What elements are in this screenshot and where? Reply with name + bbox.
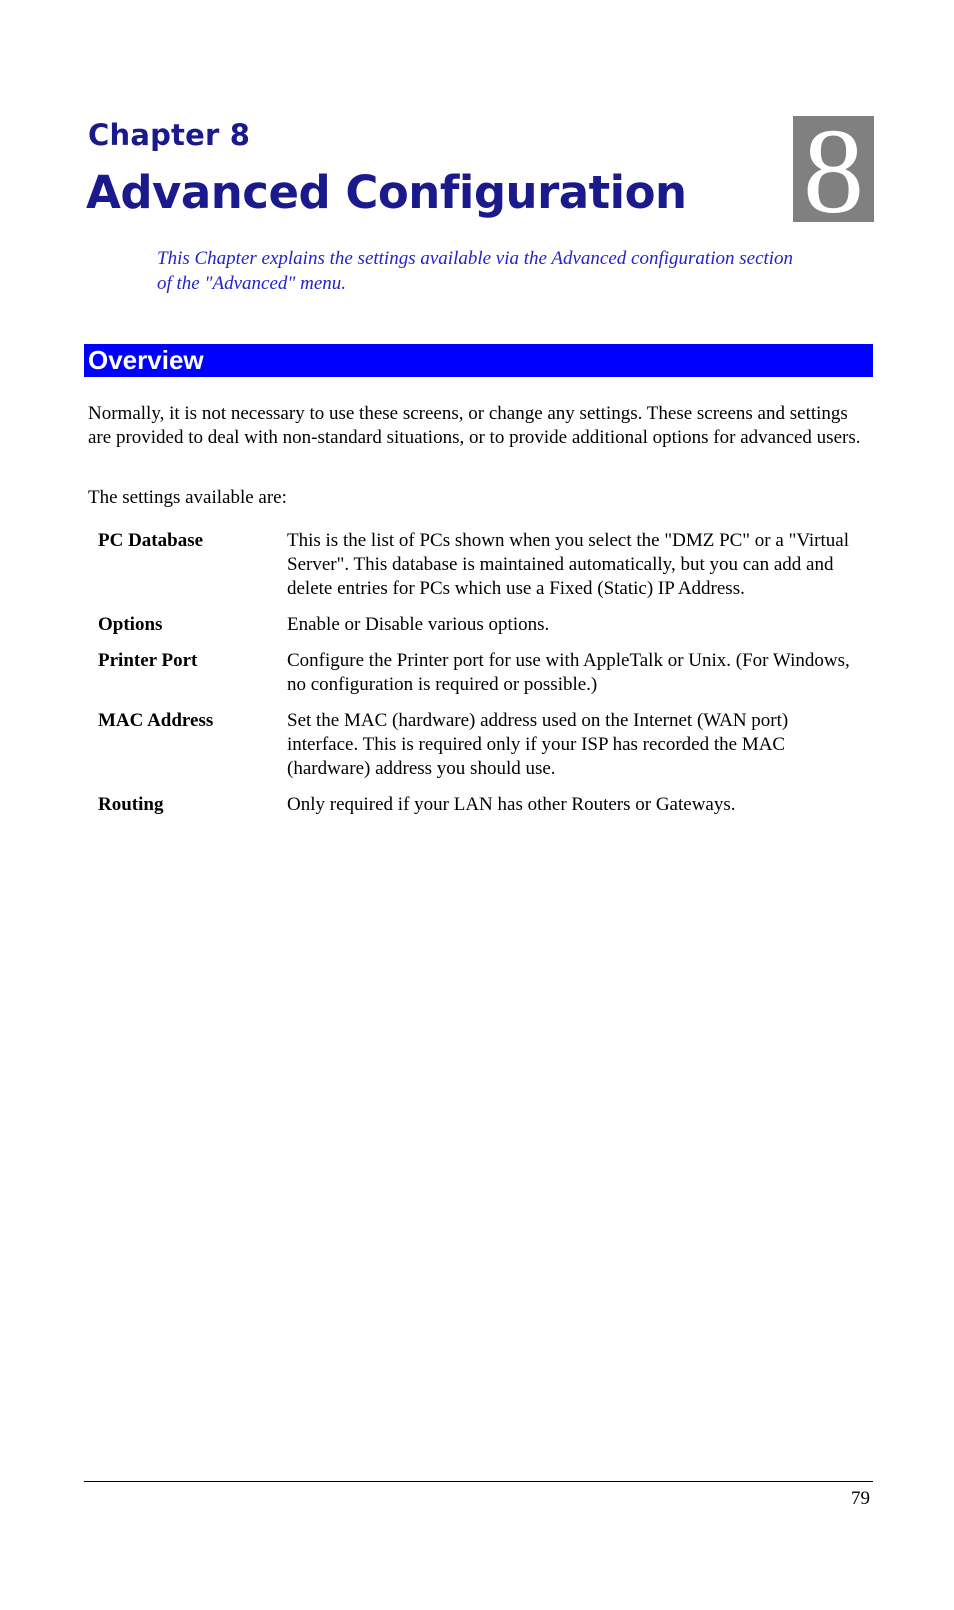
setting-description: Set the MAC (hardware) address used on the Internet (WAN port) interface. This is required only if your ISP has recorded the MAC (hardware) address you should use. xyxy=(287,710,789,779)
chapter-number-box xyxy=(793,116,874,222)
setting-name: Options xyxy=(98,614,163,635)
chapter-label: Chapter 8 xyxy=(88,118,251,152)
setting-row-printer-port xyxy=(98,649,858,697)
page-number: 79 xyxy=(851,1488,870,1509)
setting-name: PC Database xyxy=(98,530,204,551)
overview-paragraph: Normally, it is not necessary to use these screens, or change any settings. These screens and settings are provided to deal with non-standard situations, or to provide additional options for advanced users. xyxy=(88,403,861,448)
settings-intro-paragraph: The settings available are: xyxy=(88,487,287,508)
settings-list xyxy=(98,529,858,829)
setting-row-routing xyxy=(98,793,858,817)
setting-row-mac-address xyxy=(98,709,858,781)
setting-name: Routing xyxy=(98,794,164,815)
setting-name: MAC Address xyxy=(98,710,214,731)
setting-description: Enable or Disable various options. xyxy=(287,614,550,635)
setting-row-pc-database xyxy=(98,529,858,601)
section-heading-bar xyxy=(84,344,873,377)
chapter-title: Advanced Configuration xyxy=(86,166,687,219)
setting-description: This is the list of PCs shown when you select the "DMZ PC" or a "Virtual Server". This database is maintained automatically, but you can add and delete entries for PCs which use a Fixed (Static) IP Address. xyxy=(287,530,850,599)
setting-description: Configure the Printer port for use with AppleTalk or Unix. (For Windows, no configuration is required or possible.) xyxy=(287,650,850,695)
chapter-intro: This Chapter explains the settings available via the Advanced configuration section of the "Advanced" menu. xyxy=(157,248,794,294)
setting-name: Printer Port xyxy=(98,650,198,671)
setting-row-options xyxy=(98,613,858,637)
chapter-number: 8 xyxy=(803,116,864,222)
footer-rule xyxy=(84,1481,873,1482)
setting-description: Only required if your LAN has other Routers or Gateways. xyxy=(287,794,736,815)
section-title: Overview xyxy=(88,345,204,375)
